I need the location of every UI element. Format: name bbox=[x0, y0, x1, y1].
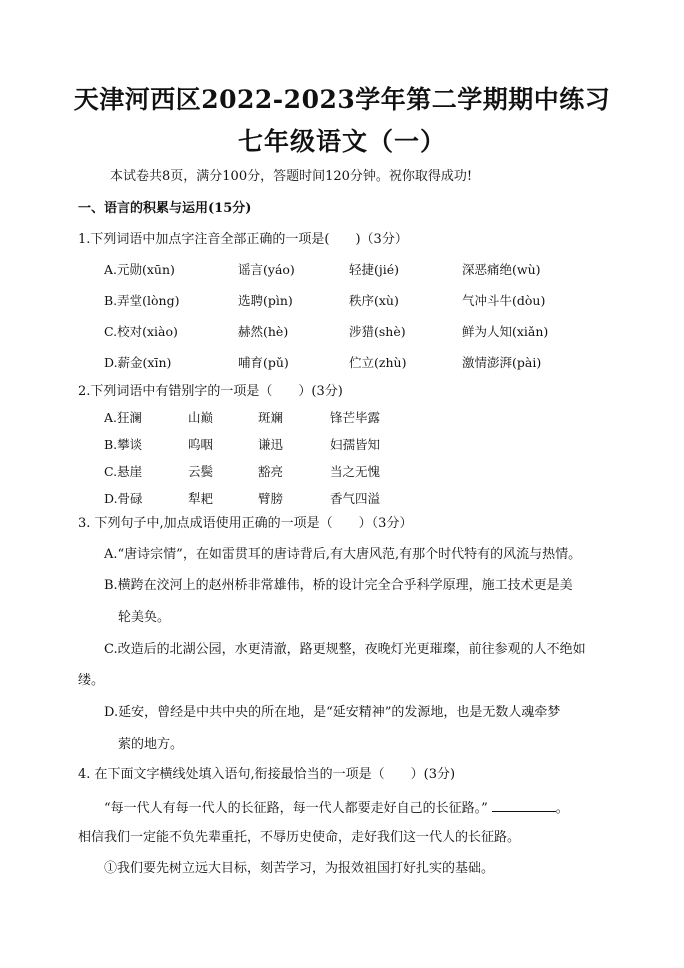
q3-option-b-line1: B.横跨在洨河上的赵州桥非常雄伟，桥的设计完全合乎科学原理，施工技术更是美 bbox=[104, 578, 573, 593]
page-subtitle: 七年级语文（一） bbox=[237, 127, 446, 156]
q1-option-d-3: 伫立(zhù) bbox=[349, 355, 407, 370]
q1-option-b-3: 秩序(xù) bbox=[349, 293, 399, 308]
page-title: 天津河西区2022-2023学年第二学期期中练习 bbox=[73, 85, 611, 114]
q3-option-d-line2: 萦的地方。 bbox=[118, 737, 184, 752]
q3-option-b-line2: 轮美奂。 bbox=[118, 610, 171, 625]
section-heading: 一、语言的积累与运用(15分) bbox=[78, 201, 252, 216]
q3-option-d-line1: D.延安，曾经是中共中央的所在地，是“延安精神”的发源地，也是无数人魂牵梦 bbox=[104, 705, 561, 720]
q2-option-c-3: 豁亮 bbox=[258, 464, 284, 479]
fill-blank bbox=[492, 798, 556, 812]
q1-option-b-4: 气冲斗牛(dòu) bbox=[462, 293, 546, 308]
q4-quote: “每一代人有每一代人的长征路，每一代人都要走好自己的长征路。” bbox=[104, 801, 488, 816]
q2-option-d-1: D.骨碌 bbox=[104, 491, 143, 506]
q2-option-b-4: 妇孺皆知 bbox=[330, 437, 381, 452]
q1-option-c-3: 涉猎(shè) bbox=[349, 324, 406, 339]
q2-option-a-2: 山巅 bbox=[188, 410, 214, 425]
q1-option-c-4: 鲜为人知(xiǎn) bbox=[462, 324, 549, 339]
q3-option-c-line1: C.改造后的北湖公园，水更清澈，路更规整，夜晚灯光更璀璨，前往参观的人不绝如 bbox=[104, 642, 586, 657]
q2-option-b-2: 呜咽 bbox=[188, 437, 214, 452]
q2-option-d-3: 臂膀 bbox=[258, 491, 284, 506]
q2-option-a-3: 斑斓 bbox=[258, 410, 284, 425]
question-3-stem: 3. 下列句子中,加点成语使用正确的一项是（ ）（3分） bbox=[78, 516, 413, 531]
q2-option-c-1: C.悬崖 bbox=[104, 464, 143, 479]
q4-sentence-1: ①我们要先树立远大目标，刻苦学习，为报效祖国打好扎实的基础。 bbox=[104, 861, 495, 876]
q2-option-a-1: A.狂澜 bbox=[104, 410, 143, 425]
q1-option-d-2: 哺育(pǔ) bbox=[238, 355, 289, 370]
q1-option-c-1: C.校对(xiào) bbox=[104, 324, 178, 339]
q1-option-a-3: 轻捷(jié) bbox=[349, 262, 400, 277]
q4-period: 。 bbox=[555, 801, 569, 816]
q2-option-b-3: 谦迅 bbox=[258, 437, 284, 452]
q2-option-c-4: 当之无愧 bbox=[330, 464, 381, 479]
q1-option-a-1: A.元勋(xūn) bbox=[104, 262, 175, 277]
q1-option-d-4: 激情澎湃(pài) bbox=[462, 355, 542, 370]
q3-option-a: A.“唐诗宗情”，在如雷贯耳的唐诗背后,有大唐风范,有那个时代特有的风流与热情。 bbox=[104, 547, 582, 562]
q1-option-d-1: D.薪金(xīn) bbox=[104, 355, 172, 370]
q2-option-d-4: 香气四溢 bbox=[330, 491, 381, 506]
question-4-stem: 4. 在下面文字横线处填入语句,衔接最恰当的一项是（ ）(3分) bbox=[78, 767, 456, 782]
intro-text: 本试卷共8页，满分100分，答题时间120分钟。祝你取得成功! bbox=[110, 169, 473, 184]
q1-option-b-2: 选聘(pìn) bbox=[238, 293, 293, 308]
q2-option-b-1: B.攀谈 bbox=[104, 437, 143, 452]
q3-option-c-line2: 缕。 bbox=[78, 673, 105, 688]
q2-option-c-2: 云鬓 bbox=[188, 464, 214, 479]
q1-option-c-2: 赫然(hè) bbox=[238, 324, 289, 339]
q4-passage-line2: 相信我们一定能不负先辈重托，不辱历史使命，走好我们这一代人的长征路。 bbox=[78, 830, 521, 845]
q1-option-a-2: 谣言(yáo) bbox=[238, 262, 295, 277]
question-2-stem: 2.下列词语中有错别字的一项是（ ）(3分) bbox=[78, 384, 343, 399]
question-1-stem: 1.下列词语中加点字注音全部正确的一项是( )（3分） bbox=[78, 232, 408, 247]
q1-option-b-1: B.弄堂(lòng) bbox=[104, 293, 180, 308]
q4-passage-line1 bbox=[104, 798, 569, 818]
q2-option-d-2: 犁耙 bbox=[188, 491, 214, 506]
q2-option-a-4: 锋芒毕露 bbox=[330, 410, 381, 425]
q1-option-a-4: 深恶痛绝(wù) bbox=[462, 262, 541, 277]
